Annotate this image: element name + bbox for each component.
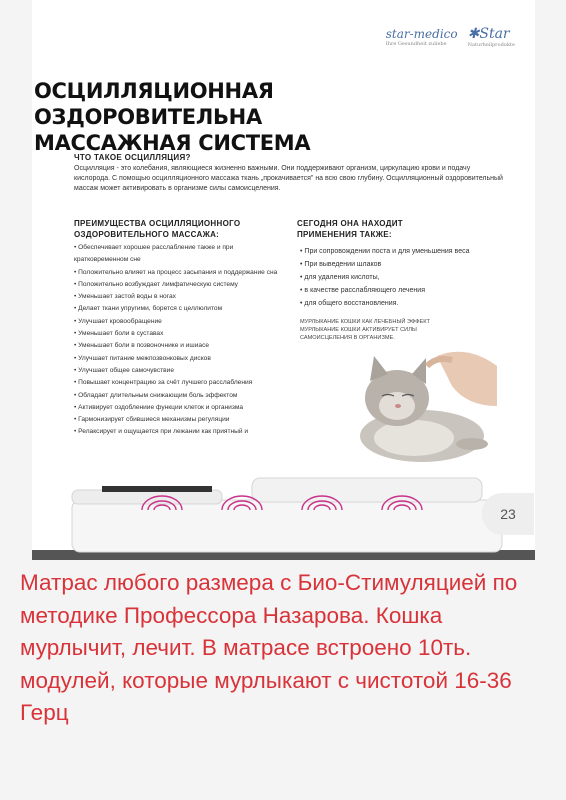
list-item: • в качестве расслабляющего лечения [300,284,500,297]
applications-list [300,245,500,310]
applications-heading [297,218,497,240]
applications-heading-line1: СЕГОДНЯ ОНА НАХОДИТ [297,219,403,228]
cat-caption-line2: МУРЛЫКАНИЕ КОШКИ АКТИВИРУЕТ СИЛЫ [300,327,417,333]
page-number: 23 [482,493,534,535]
mattress-illustration [32,470,535,560]
list-item: • Активирует оздоблениие функции клеток и организма [74,402,289,414]
advantages-list [74,242,289,439]
list-item: • Улучшает общее самочувствие [74,365,289,377]
list-item: • Обеспечивает хорошее расслабление также и при кратковременном сне [74,242,289,267]
list-item: • Улучшает питание межпозвонковых дисков [74,353,289,365]
cat-illustration [352,336,502,466]
brand2-subtitle: Naturheilprodukte [467,42,515,48]
star-icon: ✱ [467,26,480,42]
advantages-heading [74,218,284,240]
list-item: • При сопровождении поста и для уменьшения веса [300,245,500,258]
list-item: • Релаксирует и ощущается при лежании как приятный и [74,426,289,438]
list-item: • Гармонизирует сбившиеся механизмы регуляции [74,414,289,426]
list-item: • Улучшает кровообращение [74,316,289,328]
brand2-text: Star [479,26,510,42]
brand1-subtitle: Ihre Gesundheit zuliebe [385,41,447,47]
list-item: • Уменьшает боли в суставах [74,328,289,340]
advantages-heading-line1: ПРЕИМУЩЕСТВА ОСЦИЛЛЯЦИОННОГО [74,219,241,228]
brand1-text: star-medico [385,27,458,41]
list-item: • Повышает концентрацию за счёт лучшего расслабления [74,377,289,389]
list-item: • Обладает длительным снижающим боль эффектом [74,390,289,402]
title-line2: МАССАЖНАЯ СИСТЕМА [34,131,311,155]
what-text: Осцилляция - это колебания, являющиеся жизненно важными. Они поддерживают организм, циркулацию крови и подачу кислорода. С помощью осцилляционного массажа ткань „прокачивается" на всю свою глубину. Осцилляционный оздоровительный массаж может активировать в организме силы самоисцеления. [74,165,503,192]
advantages-heading-line2: ОЗДОРОВИТЕЛЬНОГО МАССАЖА: [74,230,220,239]
cat-caption-line1: МУРЛЫКАНИЕ КОШКИ КАК ЛЕЧЕБНЫЙ ЭФФЕКТ [300,319,430,325]
list-item: • Делает ткани упругими, борется с целлюлитом [74,303,289,315]
list-item: • Положительно влияет на процесс засыпания и поддержание сна [74,267,289,279]
star-logo [468,26,515,48]
what-heading: ЧТО ТАКОЕ ОСЦИЛЛЯЦИЯ? [74,153,191,162]
page-title [34,78,484,156]
applications-heading-line2: ПРИМЕНЕНИЯ ТАКЖЕ: [297,230,392,239]
post-caption: Матрас любого размера с Био-Стимуляцией по методике Профессора Назарова. Кошка мурлычит, лечит. В матрасе встроено 10ть. модулей, которые мурлыкают с чистотой 16-36 Герц [20,570,518,725]
list-item: • Положительно возбуждает лимфатическую систему [74,279,289,291]
title-line1: ОСЦИЛЛЯЦИОННАЯ ОЗДОРОВИТЕЛЬНА [34,79,274,129]
star-medico-logo [386,27,458,47]
list-item: • Уменьшает боли в позвоночнике и ишиасе [74,340,289,352]
brand-logos [386,26,515,48]
list-item: • Уменьшает застой воды в ногах [74,291,289,303]
list-item: • При выведении шлаков [300,258,500,271]
list-item: • для общего восстановления. [300,297,500,310]
cat-caption-line3: САМОИСЦЕЛЕНИЯ В ОРГАНИЗМЕ. [300,335,395,341]
list-item: • для удаления кислоты, [300,271,500,284]
